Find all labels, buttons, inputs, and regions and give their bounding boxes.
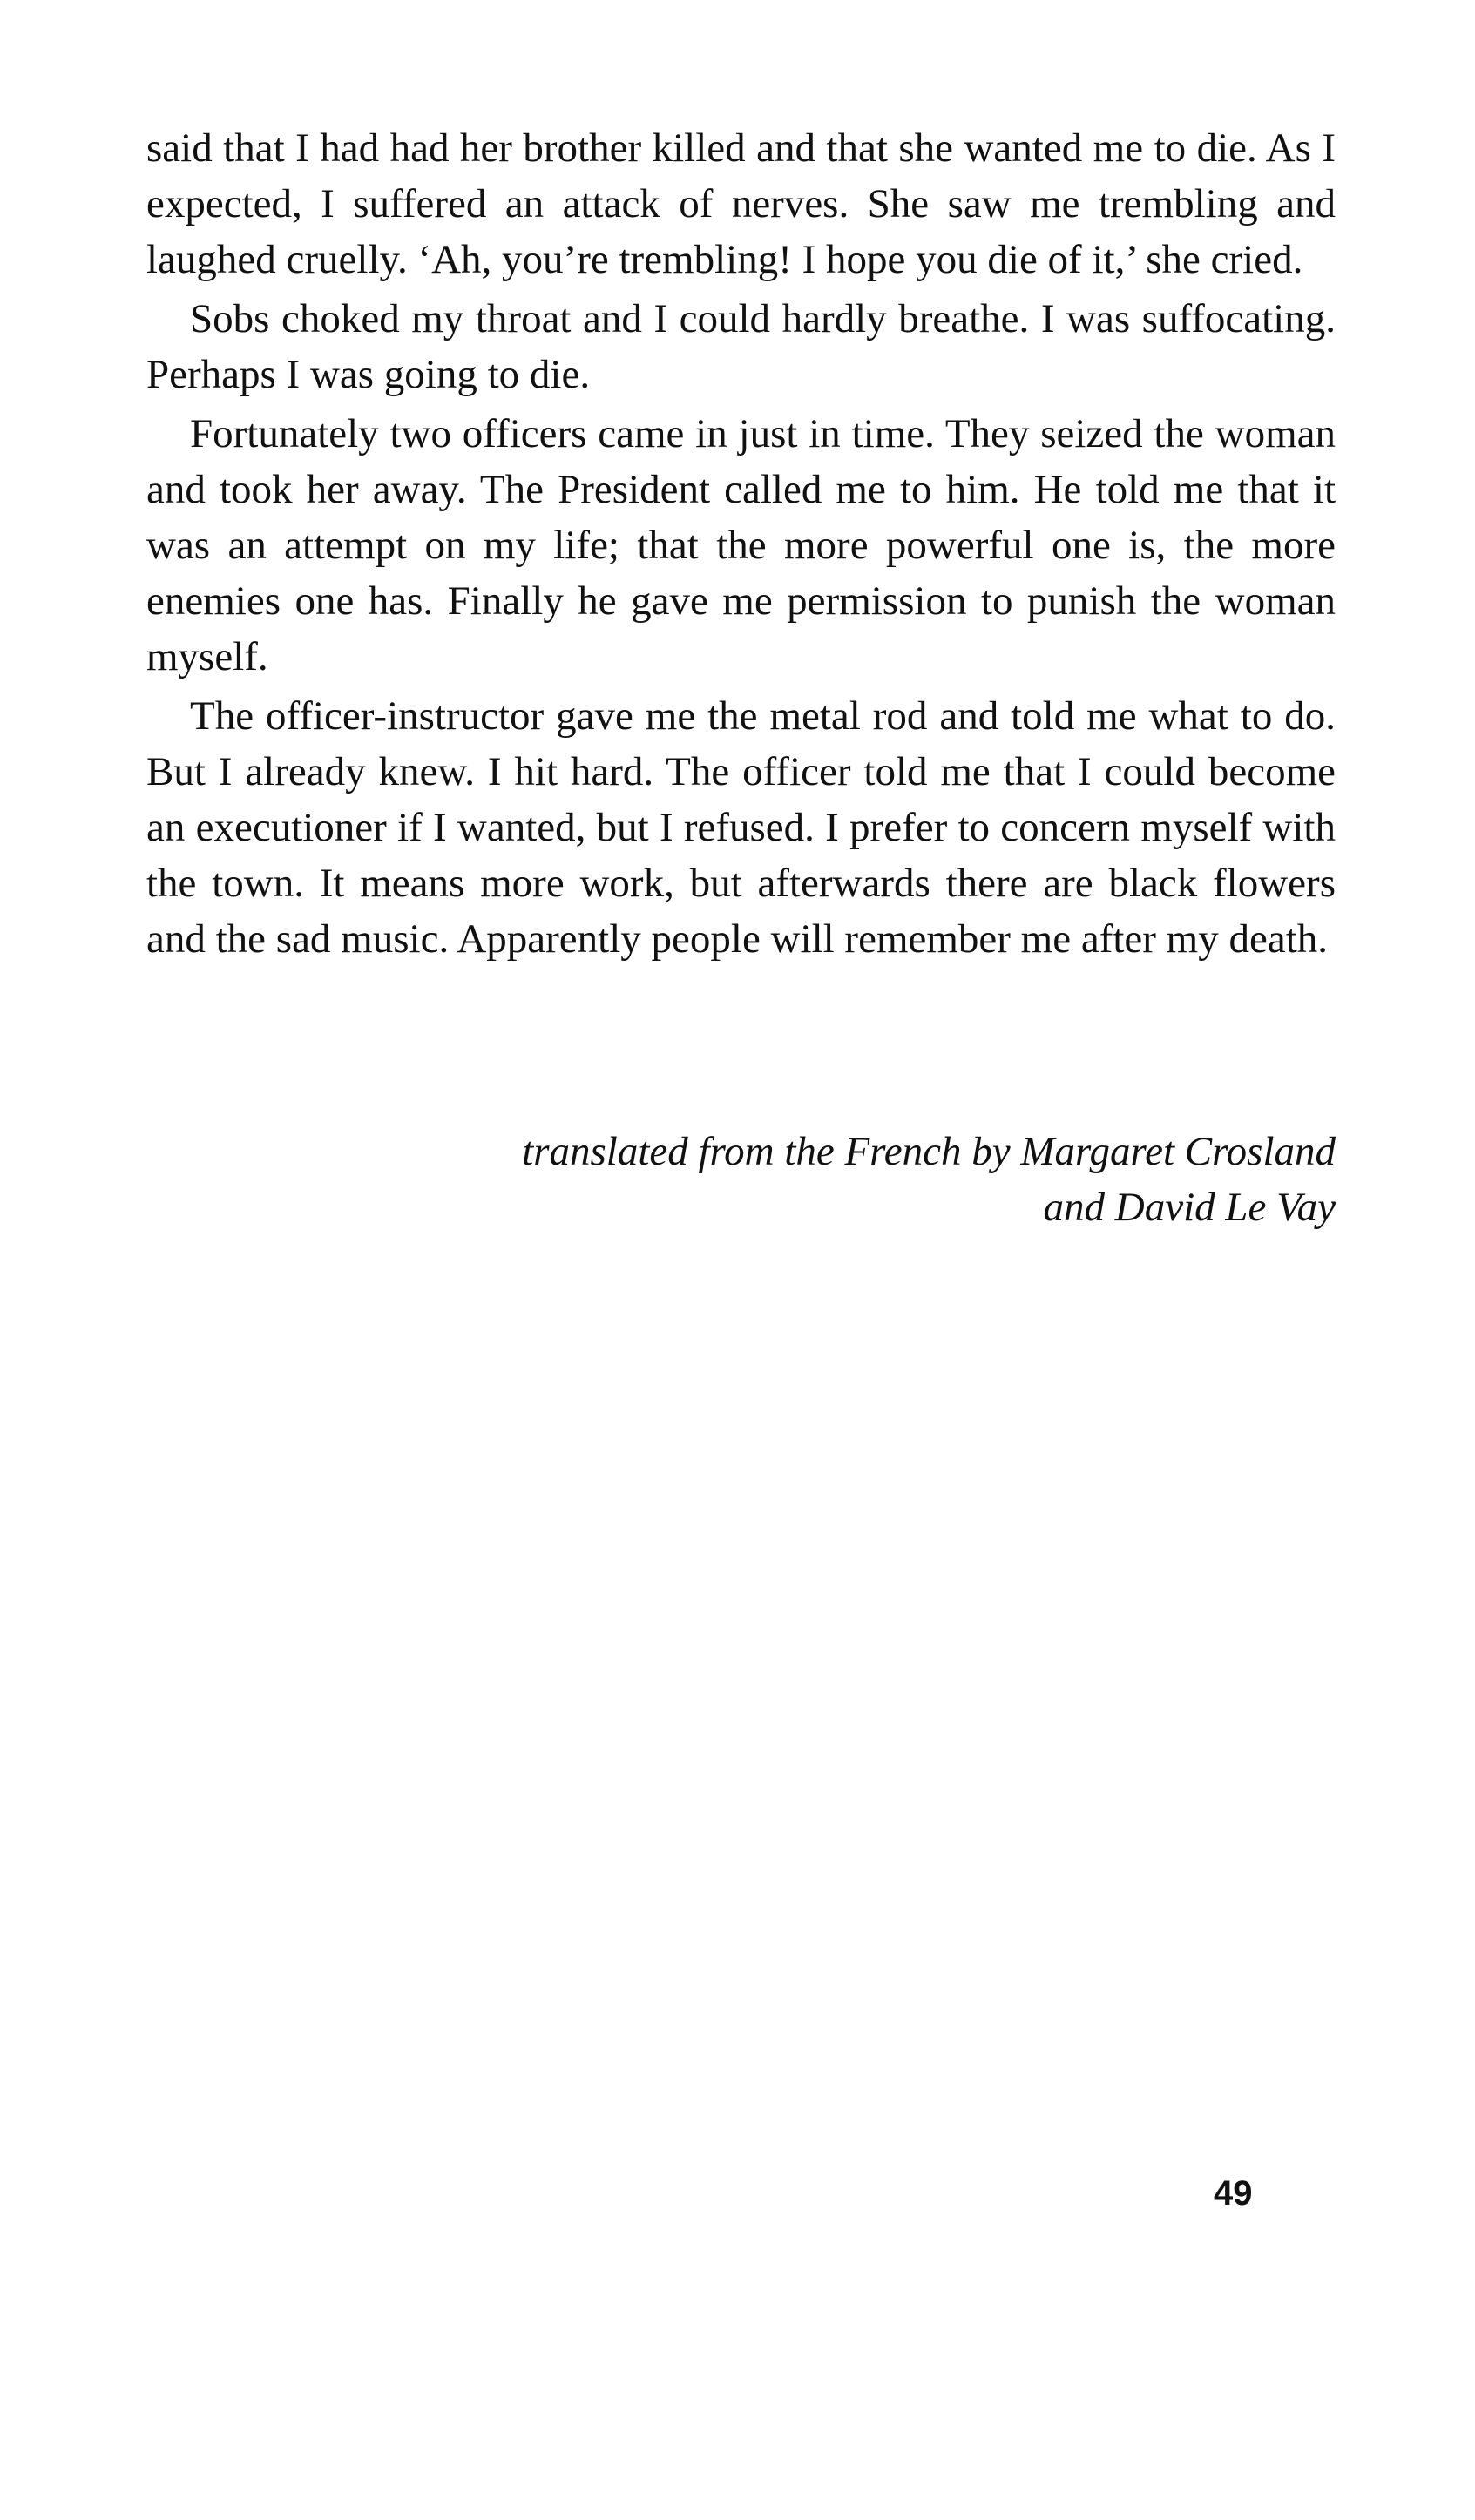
paragraph-2: Sobs choked my throat and I could hardly breathe. I was suffocating. Perhaps I was going to die. (146, 296, 1336, 397)
page-number: 49 (1214, 2174, 1253, 2213)
paragraph-1: said that I had had her brother killed and that she wanted me to die. As I expected, I suffered an attack of nerves. She saw me trembling and laughed cruelly. ‘Ah, you’re trembling! I hope you die of it,’ she cried. (146, 125, 1336, 282)
translator-attribution (522, 1124, 1336, 1235)
attribution-line-1: translated from the French by Margaret Crosland (522, 1129, 1336, 1174)
body-text (146, 120, 1336, 970)
attribution-line-2: and David Le Vay (1043, 1185, 1336, 1230)
paragraph-4: The officer-instructor gave me the metal rod and told me what to do. But I already knew. I hit hard. The officer told me that I could become an executioner if I wanted, but I refused. I prefer to concern myself with the town. It means more work, but afterwards there are black flowers and the sad music. Apparently people will remember me after my death. (146, 693, 1336, 962)
paragraph-3: Fortunately two officers came in just in time. They seized the woman and took her away. The President called me to him. He told me that it was an attempt on my life; that the more powerful one is, the more enemies one has. Finally he gave me permission to punish the woman myself. (146, 411, 1336, 679)
